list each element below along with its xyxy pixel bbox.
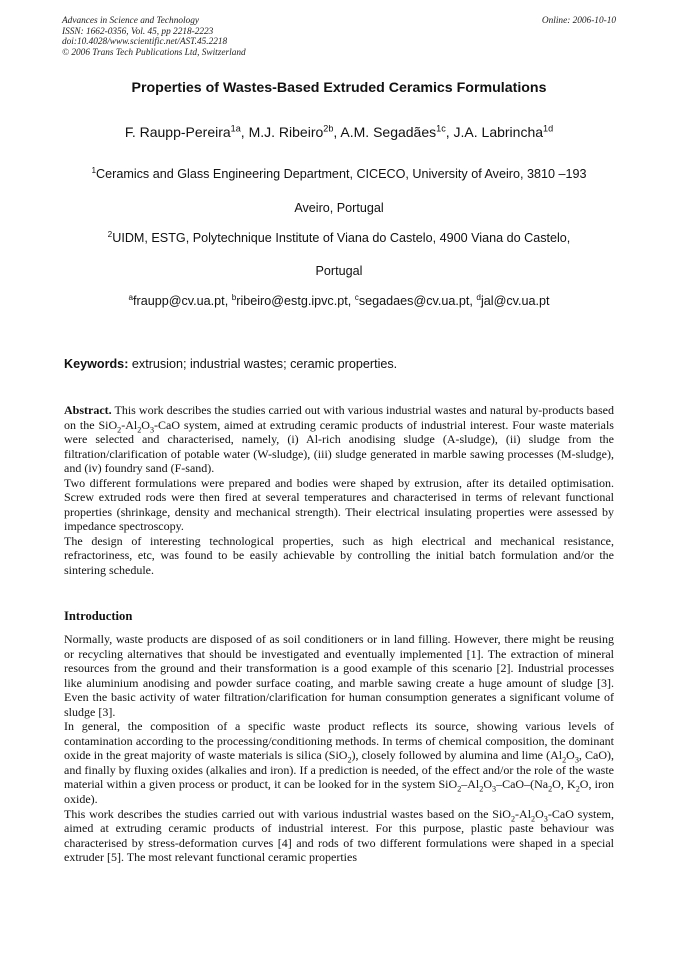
introduction-paragraph-2: In general, the composition of a specific waste product reflects its source, showing various levels of contamination according to the processing/conditioning methods. In terms of chemical composition, the dominant oxide in the great majority of waste materials is silica (SiO$_2$), closely followed by alumina and lime ($Al_2O_3$, CaO), and finally by fluxing oxides (alkalies and iron). If a prediction is needed, of the effect and/or the role of the waste material within a given process or product, it can be looked for in the system $SiO_2-Al_2O_3-CaO-(Na_2O$, $K_2O$, iron oxide).	[64, 719, 615, 807]
affiliation-2-line-1: $^2$UIDM, ESTG, Polytechnique Institute of Viana do Castelo, 4900 Viana do Castelo,	[107, 229, 571, 245]
email: $^a$fraupp@cv.ua.pt,	[128, 292, 232, 308]
affiliation-1-line-1: $^1$Ceramics and Glass Engineering Department, CICECO, University of Aveiro, 3810 –193	[91, 165, 587, 181]
email: $^d$jal@cv.ua.pt	[476, 292, 550, 308]
abstract-label: Abstract.	[64, 403, 112, 417]
keywords	[64, 357, 397, 371]
paper-title: Properties of Wastes-Based Extruded Ceramics Formulations	[131, 80, 547, 96]
introduction-paragraph-3: This work describes the studies carried out with various industrial wastes based on the $SiO_2-Al_2O_3$-CaO system, aimed at extruding ceramic products of industrial interest. For this purpose, plastic paste behaviour was characterised by stress-deformation curves [4] and rods of two different formulations were shaped in a special extruder [5]. The most relevant functional ceramic properties	[64, 806, 614, 865]
keywords-label: Keywords:	[64, 357, 129, 371]
abstract-paragraph-1: Abstract. This work describes the studies carried out with various industrial wastes and natural by-products based on the $SiO_2-Al_2O_3$-CaO system, aimed at extruding ceramic products of industrial interest. Four waste materials were selected and characterised, namely, (i) Al-rich anodising sludge (A-sludge), (ii) sludge from the filtration/clarification of potable water (W-sludge), (iii) sludge generated in marble sawing processes (M-sludge), and (iv) foundry sand (F-sand).	[64, 403, 614, 476]
author: F. Raupp-Pereira$^{1a}$,	[124, 123, 249, 140]
journal-header	[62, 16, 616, 58]
author: A.M. Segadães$^{1c}$,	[340, 123, 454, 140]
email-list	[0, 294, 678, 308]
author: J.A. Labrincha$^{1d}$	[453, 123, 554, 140]
abstract	[64, 403, 614, 578]
affiliation-1-line-2: Aveiro, Portugal	[294, 201, 384, 215]
author-list	[0, 124, 678, 140]
journal-copyright: © 2006 Trans Tech Publications Ltd, Switzerland	[62, 47, 246, 58]
introduction-heading: Introduction	[64, 609, 133, 623]
introduction-body	[64, 632, 614, 865]
email: $^c$segadaes@cv.ua.pt,	[354, 292, 477, 308]
journal-name: Advances in Science and Technology	[62, 16, 200, 26]
keywords-text: extrusion; industrial wastes; ceramic properties.	[128, 357, 398, 371]
journal-issn: ISSN: 1662-0356, Vol. 45, pp 2218-2223	[62, 26, 214, 37]
email: $^b$ribeiro@estg.ipvc.pt,	[231, 292, 355, 308]
journal-doi: doi:10.4028/www.scientific.net/AST.45.2218	[62, 37, 228, 48]
affiliation-2-line-2: Portugal	[315, 264, 363, 278]
introduction-paragraph-1: Normally, waste products are disposed of as soil conditioners or in land filling. However, there might be reusing or recycling alternatives that should be investigated and eventually implemented [1]. The extraction of mineral resources from the ground and their transformation is a good example of this scenario [2]. Industrial processes like aluminium anodising and powder surface coating, and marble sawing create a huge amount of sludge [3]. Even the basic activity of water filtration/clarification for human consumption generates a significant volume of sludge [3].	[64, 632, 614, 719]
author: M.J. Ribeiro$^{2b}$,	[248, 123, 341, 140]
abstract-paragraph-3: The design of interesting technological properties, such as high electrical and mechanical resistance, refractoriness, etc, was found to be easily achievable by controlling the initial batch formulation and/or the sintering schedule.	[64, 533, 614, 578]
online-date: Online: 2006-10-10	[541, 16, 616, 26]
abstract-paragraph-2: Two different formulations were prepared and bodies were shaped by extrusion, after its detailed optimisation. Screw extruded rods were then fired at several temperatures and characterised in terms of relevant functional properties (shrinkage, density and mechanical strength). Their electrical insulating properties were assessed by impedance spectroscopy.	[64, 475, 614, 534]
